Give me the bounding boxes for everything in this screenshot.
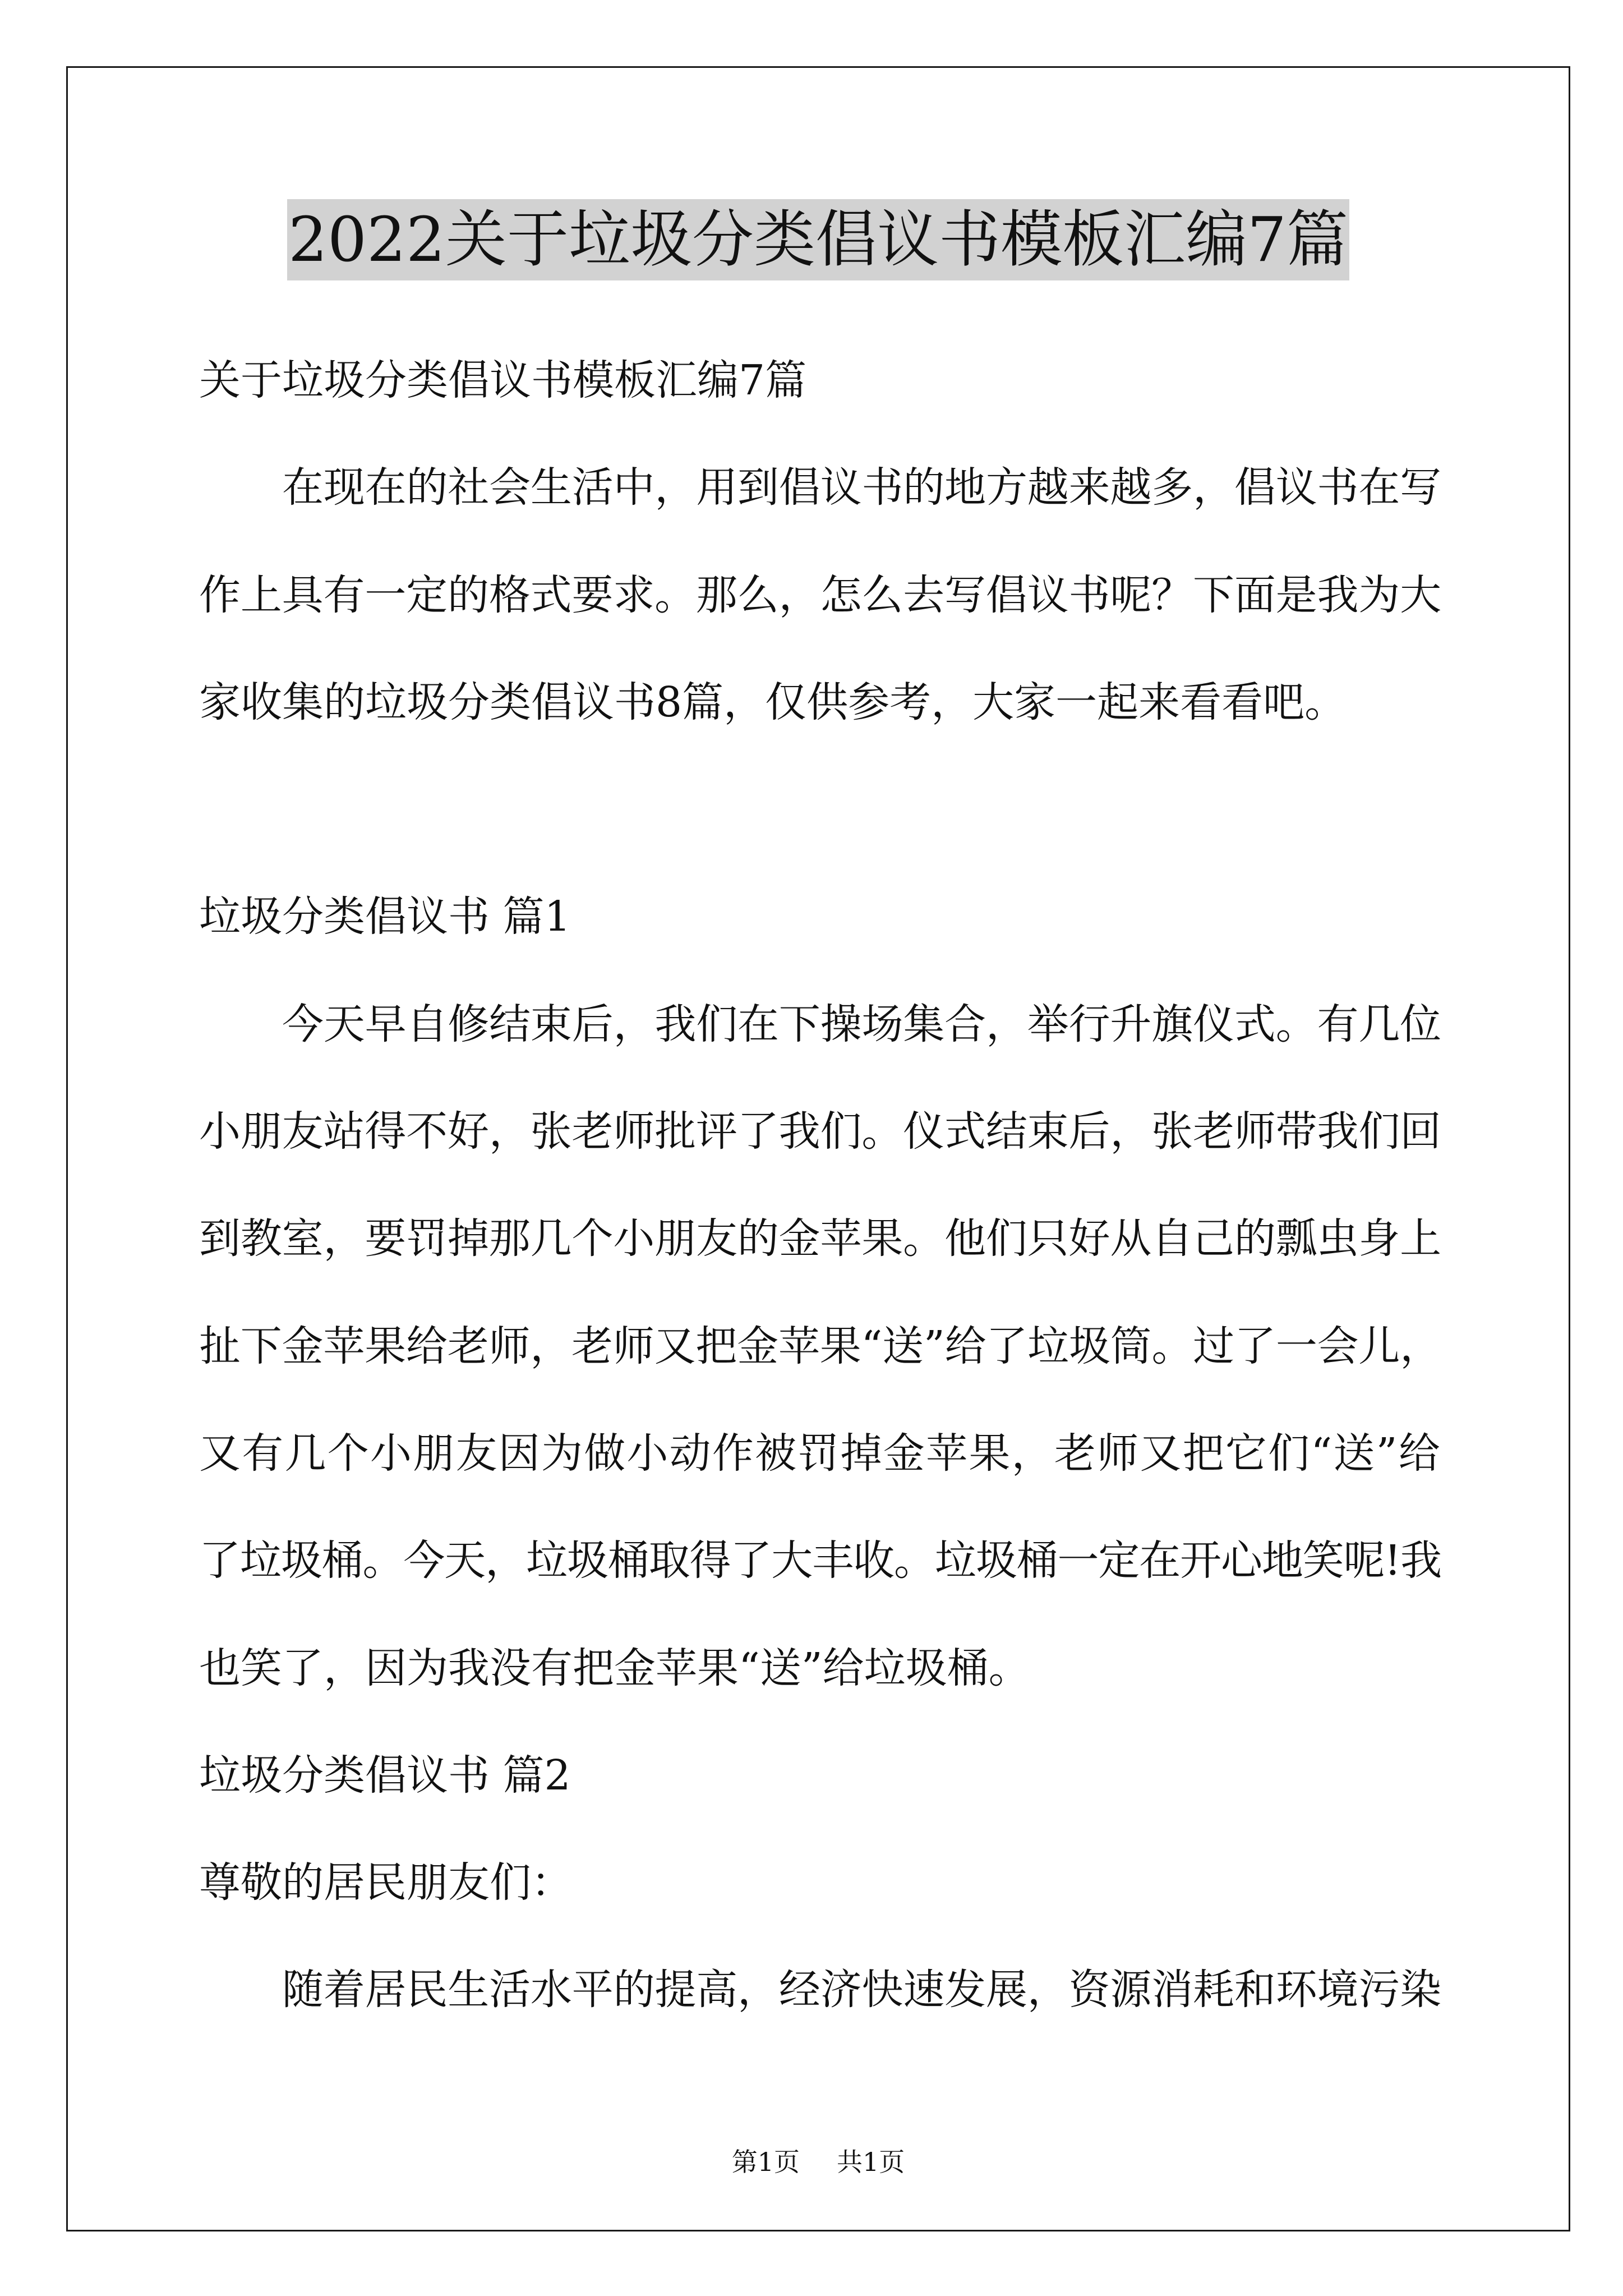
document-title: 2022关于垃圾分类倡议书模板汇编7篇 [287, 199, 1349, 280]
page-number: 第1页 [731, 2147, 800, 2177]
title-row [66, 199, 1570, 280]
greeting-line: 尊敬的居民朋友们： [199, 1858, 573, 1907]
document-body [199, 327, 1441, 2044]
paragraph-line: 扯下金苹果给老师，老师又把金苹果“送”给了垃圾筒。过了一会儿， [199, 1322, 1441, 1370]
paragraph-line: 作上具有一定的格式要求。那么，怎么去写倡议书呢？下面是我为大 [199, 570, 1441, 619]
paragraph-line: 也笑了，因为我没有把金苹果“送”给垃圾桶。 [199, 1644, 1030, 1692]
blank-line [199, 756, 1441, 863]
paragraph-line: 在现在的社会生活中，用到倡议书的地方越来越多，倡议书在写 [282, 463, 1441, 512]
page-footer [66, 2147, 1570, 2177]
section-heading: 垃圾分类倡议书 篇2 [199, 1751, 571, 1800]
page-count: 共1页 [837, 2147, 905, 2177]
paragraph-line: 了垃圾桶。今天，垃圾桶取得了大丰收。垃圾桶一定在开心地笑呢!我 [199, 1536, 1441, 1585]
lead-line: 关于垃圾分类倡议书模板汇编7篇 [199, 356, 807, 404]
paragraph-line: 到教室，要罚掉那几个小朋友的金苹果。他们只好从自己的瓢虫身上 [199, 1214, 1441, 1263]
paragraph-line: 家收集的垃圾分类倡议书8篇，仅供参考，大家一起来看看吧。 [199, 678, 1347, 726]
paragraph-line: 小朋友站得不好，张老师批评了我们。仪式结束后，张老师带我们回 [199, 1107, 1441, 1156]
paragraph-line: 今天早自修结束后，我们在下操场集合，举行升旗仪式。有几位 [282, 1000, 1441, 1048]
section-heading: 垃圾分类倡议书 篇1 [199, 892, 571, 941]
paragraph-line: 随着居民生活水平的提高，经济快速发展，资源消耗和环境污染 [282, 1966, 1441, 2014]
paragraph-line: 又有几个小朋友因为做小动作被罚掉金苹果，老师又把它们“送”给 [199, 1429, 1441, 1478]
